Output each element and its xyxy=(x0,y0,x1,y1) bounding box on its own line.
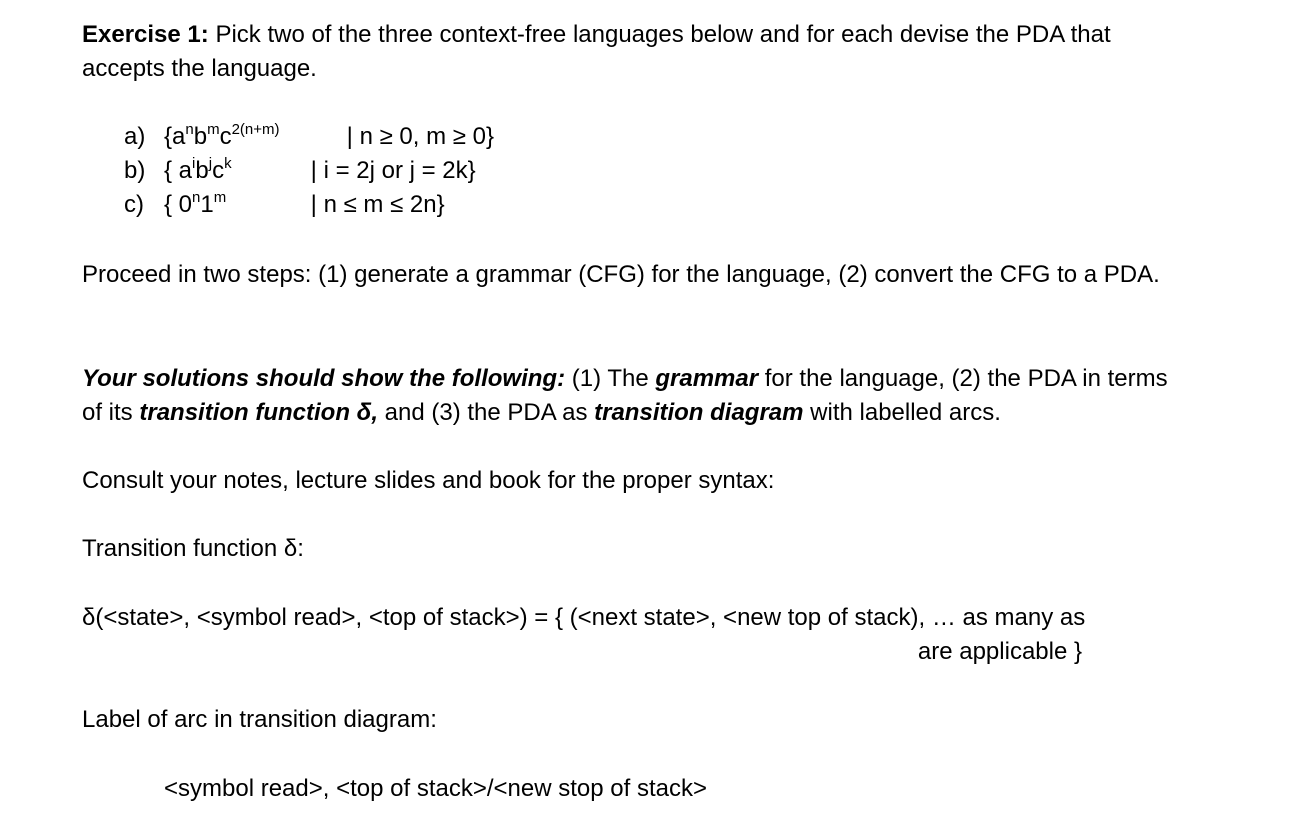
exercise-heading: Exercise 1: xyxy=(82,21,209,48)
grammar-term: grammar xyxy=(655,365,759,392)
delta-syntax xyxy=(82,601,1252,669)
exercise-intro xyxy=(82,18,1192,86)
consult-paragraph: Consult your notes, lecture slides and book for the proper syntax: xyxy=(82,467,775,494)
arc-label-heading: Label of arc in transition diagram: xyxy=(82,706,437,733)
transition-function-heading: Transition function δ: xyxy=(82,535,304,562)
transition-function-term: transition function δ, xyxy=(139,399,378,426)
list-item-language-a xyxy=(82,120,982,154)
language-expression: { $a^ib^jc^k$ xyxy=(164,155,232,184)
transition-diagram-term: transition diagram xyxy=(594,399,804,426)
delta-syntax-line2: are applicable } xyxy=(917,638,1082,665)
language-expression: {$a^nb^mc^{2(n+m)}$ xyxy=(164,121,280,150)
steps-paragraph: Proceed in two steps: (1) generate a grammar (CFG) for the language, (2) convert the CFG to a PDA. xyxy=(82,261,1160,288)
language-condition: | i = 2j or j = 2k} xyxy=(310,157,476,184)
list-item-language-c xyxy=(82,188,982,222)
exercise-intro-text: Pick two of the three context-free languages below and for each devise the PDA that accepts the language. xyxy=(82,21,1111,82)
language-label: b) xyxy=(124,157,146,184)
delta-syntax-line1: δ(<state>, <symbol read>, <top of stack>) = { (<next state>, <new top of stack), … as many as xyxy=(82,604,1086,631)
list-item-language-b xyxy=(82,154,982,188)
language-label: c) xyxy=(124,191,144,218)
solutions-paragraph: Your solutions should show the following: (1) The grammar for the language, (2) the PDA in terms of its transition function δ, and (3) the PDA as transition diagram with labelled arcs. xyxy=(82,365,1168,426)
language-condition: | n ≥ 0, m ≥ 0} xyxy=(346,123,494,150)
solutions-lead: Your solutions should show the following: xyxy=(82,365,566,392)
language-condition: | n ≤ m ≤ 2n} xyxy=(310,191,445,218)
language-label: a) xyxy=(124,123,146,150)
language-list xyxy=(82,120,982,222)
language-expression: { 0$^n$1$^m$ xyxy=(164,189,227,218)
arc-syntax: <symbol read>, <top of stack>/<new stop of stack> xyxy=(164,775,707,802)
